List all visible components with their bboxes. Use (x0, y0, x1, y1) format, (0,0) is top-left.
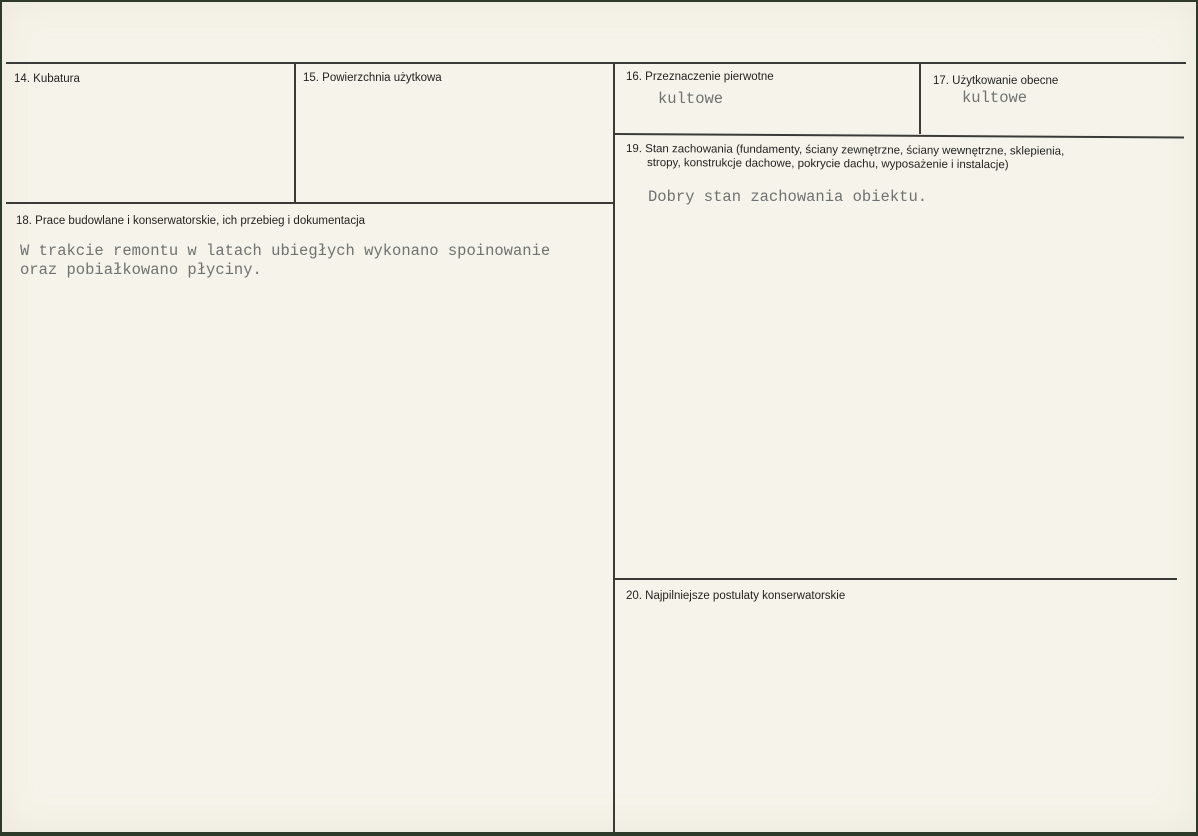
field-20-label: 20. Najpilniejsze postulaty konserwatorskie (626, 590, 846, 602)
field-18-label: 18. Prace budowlane i konserwatorskie, ich przebieg i dokumentacja (16, 215, 366, 227)
rule-under-14-15 (6, 202, 615, 204)
field-15-label: 15. Powierzchnia użytkowa (303, 72, 442, 84)
divider-16-17 (919, 64, 921, 134)
field-17-label: 17. Użytkowanie obecne (933, 75, 1059, 87)
field-18-value-line2[interactable]: oraz pobiałkowano płyciny. (20, 261, 262, 279)
field-19-label-line1: 19. Stan zachowania (fundamenty, ściany zewnętrzne, ściany wewnętrzne, sklepienia, (625, 143, 1065, 158)
field-17-value[interactable]: kultowe (962, 89, 1028, 107)
rule-under-16-17 (614, 133, 1184, 138)
field-19-value[interactable]: Dobry stan zachowania obiektu. (648, 188, 928, 206)
record-card (2, 2, 1196, 832)
divider-14-15 (294, 63, 296, 203)
field-18-value-line1[interactable]: W trakcie remontu w latach ubiegłych wykonano spoinowanie (20, 242, 551, 260)
divider-left-right (613, 63, 615, 832)
rule-above-20 (614, 578, 1177, 580)
top-rule (6, 62, 1186, 64)
field-16-label: 16. Przeznaczenie pierwotne (626, 71, 774, 83)
field-19-label-line2: stropy, konstrukcje dachowe, pokrycie dachu, wyposażenie i instalacje) (646, 157, 1009, 172)
field-16-value[interactable]: kultowe (658, 90, 724, 108)
field-14-label: 14. Kubatura (14, 73, 80, 85)
